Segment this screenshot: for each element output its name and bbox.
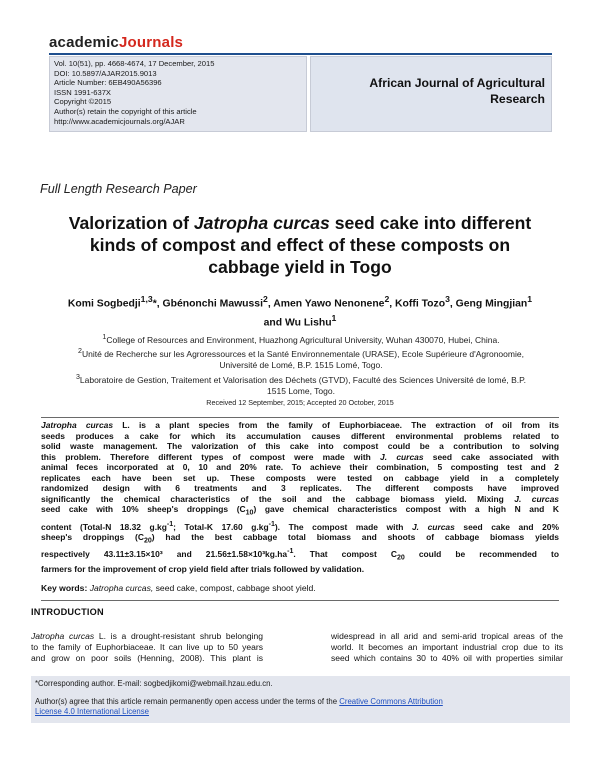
logo-journals: Journals [118, 34, 184, 51]
abstract-line-3: solid waste management. The valorization of this cake into compost could be a contribution to solving [41, 441, 559, 452]
abstract-line-1: Jatropha curcas L. is a plant species from the family of Euphorbiaceae. The extraction of oil from its [41, 420, 559, 430]
abstract-line-4: this problem. Therefore different types of compost were made with J. curcas seed cake associated with [41, 451, 559, 462]
journal-name-line-2: Research [490, 92, 545, 106]
authors-line-2: and Wu Lishu$^1$ [263, 313, 337, 329]
abstract-line-8: significantly the chemical characteristics of the soil and the cabbage biomass yield. Mixing J. curcas [41, 493, 559, 504]
journal-logo [49, 34, 183, 51]
intro-left-line-2: to the family of Euphorbiaceae. It can live up to 50 years [31, 642, 263, 653]
license-statement [35, 697, 566, 707]
corresponding-author: *Corresponding author. E-mail: sogbedjikomi@webmail.hzau.edu.cn. [35, 679, 273, 688]
affiliation-3-cont: 1515 Lome, Togo. [267, 386, 335, 397]
keywords-rest: seed cake, compost, cabbage shoot yield. [153, 582, 316, 593]
abstract-box [41, 417, 559, 601]
author-list [30, 292, 570, 331]
title-italic-species: Jatropha curcas [193, 213, 330, 233]
keywords-label: Key words: [41, 582, 88, 593]
intro-left-column [31, 631, 263, 665]
paper-type: Full Length Research Paper [40, 182, 197, 196]
abstract-line-5: animal feces incorporated at 0, 10 and 20% rate. To achieve their combination, 5 composting test and 2 [41, 462, 559, 473]
intro-right-line-1: widespread in all arid and semi-arid tropical areas of the [331, 631, 563, 641]
abstract-line-6: replicates each have been set up. These composts were tested on cabbage yield in a completely [41, 472, 559, 483]
abstract-line-7: randomized design with 6 treatments and 3 replicates. The different composts have improved [41, 483, 559, 494]
abstract-line-2: seeds produces a cake for which its accumulation causes different environmental problems related to [41, 430, 559, 441]
abstract-line-12: respectively 43.11±3.15×10³ and $21.56\pm 1.58\times 10^3kg.ha^{-1}$. That compost $C_{20}$ could be recommended to [41, 548, 559, 562]
journal-name-box [310, 56, 552, 132]
journal-name [311, 75, 545, 107]
license-link-2[interactable]: License 4.0 International License [35, 707, 149, 716]
affiliation-1: $^1$College of Resources and Environment, Huazhong Agricultural University, Wuhan 430070, Hubei, China. [102, 333, 500, 345]
journal-name-line-1: African Journal of Agricultural [369, 76, 545, 90]
abstract-line-10: content (Total-N 18.32 $g.kg^{-1}$; Total-K 17.60 $g.kg^{-1}$). The compost made with J. curcas seed cake and 20% [41, 520, 559, 532]
intro-left-line-1: Jatropha curcas L. is a drought-resistant shrub belonging [31, 631, 263, 641]
affiliation-3: $^3$Laboratoire de Gestion, Traitement et Valorisation des Déchets (GTVD), Faculté des Sciences Université de lomé, B.P. [75, 372, 527, 385]
article-meta-box [49, 56, 307, 132]
header-rule [49, 53, 552, 55]
license-statement-2 [35, 707, 566, 717]
abstract-line-13: farmers for the improvement of crop yield field after trials followed by validation. [41, 564, 365, 575]
intro-right-line-3: seed which contains 30 to 40% oil with properties similar [331, 653, 563, 664]
license-link[interactable]: Creative Commons Attribution [339, 697, 443, 706]
authors-line-1: Komi Sogbedji$^{1,3}$*, Gbénonchi Mawussi$^2$, Amen Yawo Nenonene$^2$, Koffi Tozo$^3$, Geng Mingjian$^1$ [67, 294, 533, 310]
meta-volume: Vol. 10(51), pp. 4668-4674, 17 December, 2015 [54, 59, 215, 68]
meta-copyright: Copyright ©2015 [54, 97, 112, 107]
intro-right-line-2: world. It becomes an important industrial crop due to its [331, 642, 563, 653]
affiliations [36, 332, 566, 398]
title-line-2: kinds of compost and effect of these composts on [89, 235, 511, 255]
license-text: Author(s) agree that this article remain permanently open access under the terms of the [35, 697, 340, 706]
meta-article-number: Article Number: 6EB490A56396 [54, 78, 162, 88]
keywords-species: Jatropha curcas, [89, 582, 154, 593]
title-line-3: cabbage yield in Togo [208, 257, 392, 277]
title-line-1: Valorization of Jatropha curcas seed cake into different [68, 213, 532, 233]
meta-issn: ISSN 1991-637X [54, 87, 111, 97]
intro-left-line-3: and grow on poor soils (Henning, 2008). This plant is [31, 653, 263, 664]
abstract-line-9: seed cake with 10% sheep's droppings $(C_{10})$ gave chemical characteristics compost with a high N and K [41, 504, 559, 518]
meta-retain: Author(s) retain the copyright of this article [54, 106, 197, 116]
meta-url[interactable]: http://www.academicjournals.org/AJAR [54, 116, 185, 126]
abstract-line-11: sheep's droppings $(C_{20})$ had the best cabbage total biomass and shoots of cabbage biomass yields [41, 531, 559, 545]
affiliation-2: $^2$Unité de Recherche sur les Agroressources et la Santé Environnementale (URASE), Ecole Supérieure d'Agronoomie, [78, 347, 524, 360]
footnote-box [31, 676, 570, 723]
intro-right-column [331, 631, 563, 665]
logo-academic: academic [49, 34, 119, 51]
keywords [41, 583, 559, 594]
meta-doi: DOI: 10.5897/AJAR2015.9013 [54, 68, 157, 78]
paper-title [30, 212, 570, 278]
introduction-heading: INTRODUCTION [31, 607, 104, 617]
received-dates: Received 12 September, 2015; Accepted 20 October, 2015 [206, 398, 394, 407]
affiliation-2-cont: Université de Lomé, B.P. 1515 Lomé, Togo. [219, 360, 383, 371]
